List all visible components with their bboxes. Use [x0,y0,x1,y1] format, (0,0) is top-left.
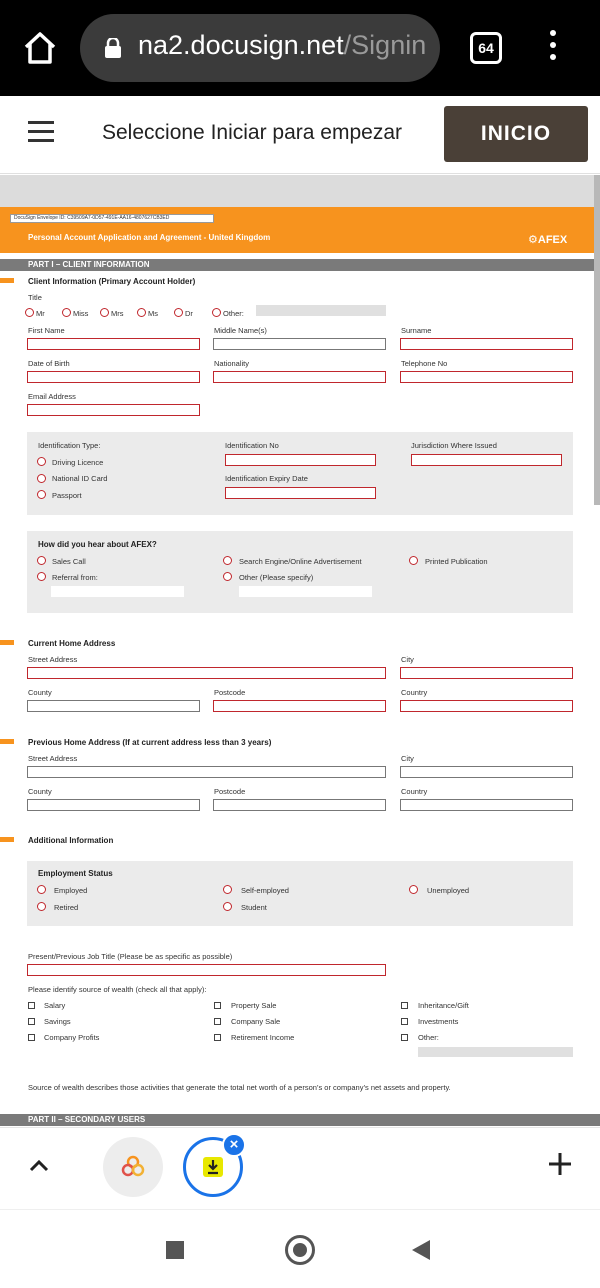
search-engine-radio[interactable] [223,556,232,565]
close-icon[interactable]: × [222,1133,246,1157]
unemployed-radio[interactable] [409,885,418,894]
document-page [0,207,600,1127]
savings-checkbox[interactable] [28,1018,35,1025]
previous-country-label: Country [401,787,428,796]
browser-toolbar [0,0,600,96]
plus-icon[interactable] [546,1150,574,1178]
student-label: Student [241,903,267,912]
id-expiry-label: Identification Expiry Date [225,474,308,483]
section-marker [0,278,14,283]
id-no-label: Identification No [225,441,279,450]
national-id-label: National ID Card [52,474,108,483]
previous-city-label: City [401,754,414,763]
title-ms-label: Ms [148,309,158,318]
title-mrs-label: Mrs [111,309,124,318]
lock-icon [104,38,122,58]
id-expiry-field[interactable] [225,487,376,499]
retired-radio[interactable] [37,902,46,911]
jurisdiction-label: Jurisdiction Where Issued [411,441,497,450]
system-nav-bar [0,1209,600,1288]
salary-label: Salary [44,1001,66,1010]
url-text: na2.docusign.net/Signin [138,30,427,60]
dob-field[interactable] [27,371,200,383]
company-sale-checkbox[interactable] [214,1018,221,1025]
sales-call-label: Sales Call [52,557,86,566]
email-label: Email Address [28,392,76,401]
other-specify-field[interactable] [239,586,372,597]
section-marker [0,640,14,645]
id-type-label: Identification Type: [38,441,101,450]
document-viewer[interactable] [0,175,600,1127]
wealth-other-checkbox[interactable] [401,1034,408,1041]
address-bar[interactable] [80,14,440,82]
title-mrs-radio[interactable] [100,308,109,317]
current-county-label: County [28,688,52,697]
document-banner [0,207,600,253]
telephone-field[interactable] [400,371,573,383]
previous-city-field[interactable] [400,766,573,778]
employed-label: Employed [54,886,88,895]
self-employed-radio[interactable] [223,885,232,894]
section-marker [0,739,14,744]
id-no-field[interactable] [225,454,376,466]
company-profits-checkbox[interactable] [28,1034,35,1041]
investments-checkbox[interactable] [401,1018,408,1025]
hamburger-menu-icon[interactable] [28,121,54,143]
home-circle-icon[interactable] [285,1235,315,1265]
title-other-radio[interactable] [212,308,221,317]
previous-country-field[interactable] [400,799,573,811]
title-mr-label: Mr [36,309,45,318]
previous-address-heading: Previous Home Address (If at current address less than 3 years) [28,738,272,747]
inheritance-checkbox[interactable] [401,1002,408,1009]
current-street-field[interactable] [27,667,386,679]
wealth-other-label: Other: [418,1033,439,1042]
current-street-label: Street Address [28,655,78,664]
bottom-toolbar [0,1127,600,1209]
surname-label: Surname [401,326,432,335]
home-icon[interactable] [20,28,60,68]
current-country-field[interactable] [400,700,573,712]
wealth-prompt: Please identify source of wealth (check all that apply): [28,985,207,994]
afex-logo-icon [121,1155,145,1179]
retirement-income-checkbox[interactable] [214,1034,221,1041]
savings-label: Savings [44,1017,71,1026]
investments-label: Investments [418,1017,459,1026]
nationality-field[interactable] [213,371,386,383]
other-specify-label: Other (Please specify) [239,573,314,582]
jurisdiction-field[interactable] [411,454,562,466]
current-city-field[interactable] [400,667,573,679]
part1-header: PART I – CLIENT INFORMATION [0,259,600,271]
national-id-radio[interactable] [37,474,46,483]
title-other-label: Other: [223,309,244,318]
search-engine-label: Search Engine/Online Advertisement [239,557,362,566]
envelope-id: DocuSign Envelope ID: C39509A7-0D57-491E-AA16-4807627CB3ED [10,214,214,223]
afex-logo: ⚙AFEX [528,234,568,246]
download-icon [203,1157,223,1177]
printed-publication-label: Printed Publication [425,557,488,566]
previous-postcode-field[interactable] [213,799,386,811]
job-title-label: Present/Previous Job Title (Please be as specific as possible) [28,952,233,961]
retirement-income-label: Retirement Income [231,1033,295,1042]
title-label: Title [28,293,42,302]
job-title-field[interactable] [27,964,386,976]
current-country-label: Country [401,688,428,697]
current-city-label: City [401,655,414,664]
driving-licence-label: Driving Licence [52,458,104,467]
retired-label: Retired [54,903,79,912]
wealth-other-field[interactable] [418,1047,573,1057]
client-info-heading: Client Information (Primary Account Holder) [28,277,196,286]
property-sale-checkbox[interactable] [214,1002,221,1009]
previous-county-field[interactable] [27,799,200,811]
wealth-note: Source of wealth describes those activities that generate the total net worth of a person’s or company’s net assets and property. [28,1083,451,1092]
current-address-heading: Current Home Address [28,639,116,648]
salary-checkbox[interactable] [28,1002,35,1009]
printed-publication-radio[interactable] [409,556,418,565]
document-title: Personal Account Application and Agreement - United Kingdom [28,233,271,242]
title-other-field[interactable] [256,305,386,316]
middle-name-field[interactable] [213,338,386,350]
first-name-field[interactable] [27,338,200,350]
property-sale-label: Property Sale [231,1001,277,1010]
inheritance-label: Inheritance/Gift [418,1001,469,1010]
signing-header [0,96,600,174]
current-postcode-label: Postcode [214,688,246,697]
current-postcode-field[interactable] [213,700,386,712]
title-dr-radio[interactable] [174,308,183,317]
title-mr-radio[interactable] [25,308,34,317]
first-name-label: First Name [28,326,65,335]
sales-call-radio[interactable] [37,556,46,565]
scrollbar[interactable] [594,175,600,505]
unemployed-label: Unemployed [427,886,470,895]
tab-switcher-button[interactable]: 64 [470,32,502,64]
more-menu-icon[interactable] [548,30,558,66]
title-miss-label: Miss [73,309,89,318]
previous-street-label: Street Address [28,754,78,763]
driving-licence-radio[interactable] [37,457,46,466]
start-button[interactable]: INICIO [444,106,588,162]
recents-icon[interactable] [166,1241,184,1259]
employed-radio[interactable] [37,885,46,894]
referral-field[interactable] [51,586,184,597]
previous-postcode-label: Postcode [214,787,246,796]
telephone-label: Telephone No [401,359,448,368]
middle-name-label: Middle Name(s) [214,326,267,335]
company-profits-label: Company Profits [44,1033,100,1042]
email-field[interactable] [27,404,200,416]
nationality-label: Nationality [214,359,250,368]
previous-county-label: County [28,787,52,796]
back-icon[interactable] [412,1240,430,1260]
chevron-up-icon[interactable] [28,1158,50,1172]
company-sale-label: Company Sale [231,1017,281,1026]
referral-label: Referral from: [52,573,98,582]
section-marker [0,837,14,842]
dob-label: Date of Birth [28,359,70,368]
additional-info-heading: Additional Information [28,836,114,845]
referral-radio[interactable] [37,572,46,581]
previous-street-field[interactable] [27,766,386,778]
title-ms-radio[interactable] [137,308,146,317]
self-employed-label: Self-employed [241,886,289,895]
signing-instruction: Seleccione Iniciar para empezar [102,121,402,144]
other-specify-radio[interactable] [223,572,232,581]
current-county-field[interactable] [27,700,200,712]
student-radio[interactable] [223,902,232,911]
passport-label: Passport [52,491,82,500]
surname-field[interactable] [400,338,573,350]
hear-about-heading: How did you hear about AFEX? [38,540,157,549]
part2-header: PART II – SECONDARY USERS [0,1114,600,1126]
afex-tab-bubble[interactable] [103,1137,163,1197]
passport-radio[interactable] [37,490,46,499]
title-dr-label: Dr [185,309,193,318]
title-miss-radio[interactable] [62,308,71,317]
employment-heading: Employment Status [38,869,113,878]
